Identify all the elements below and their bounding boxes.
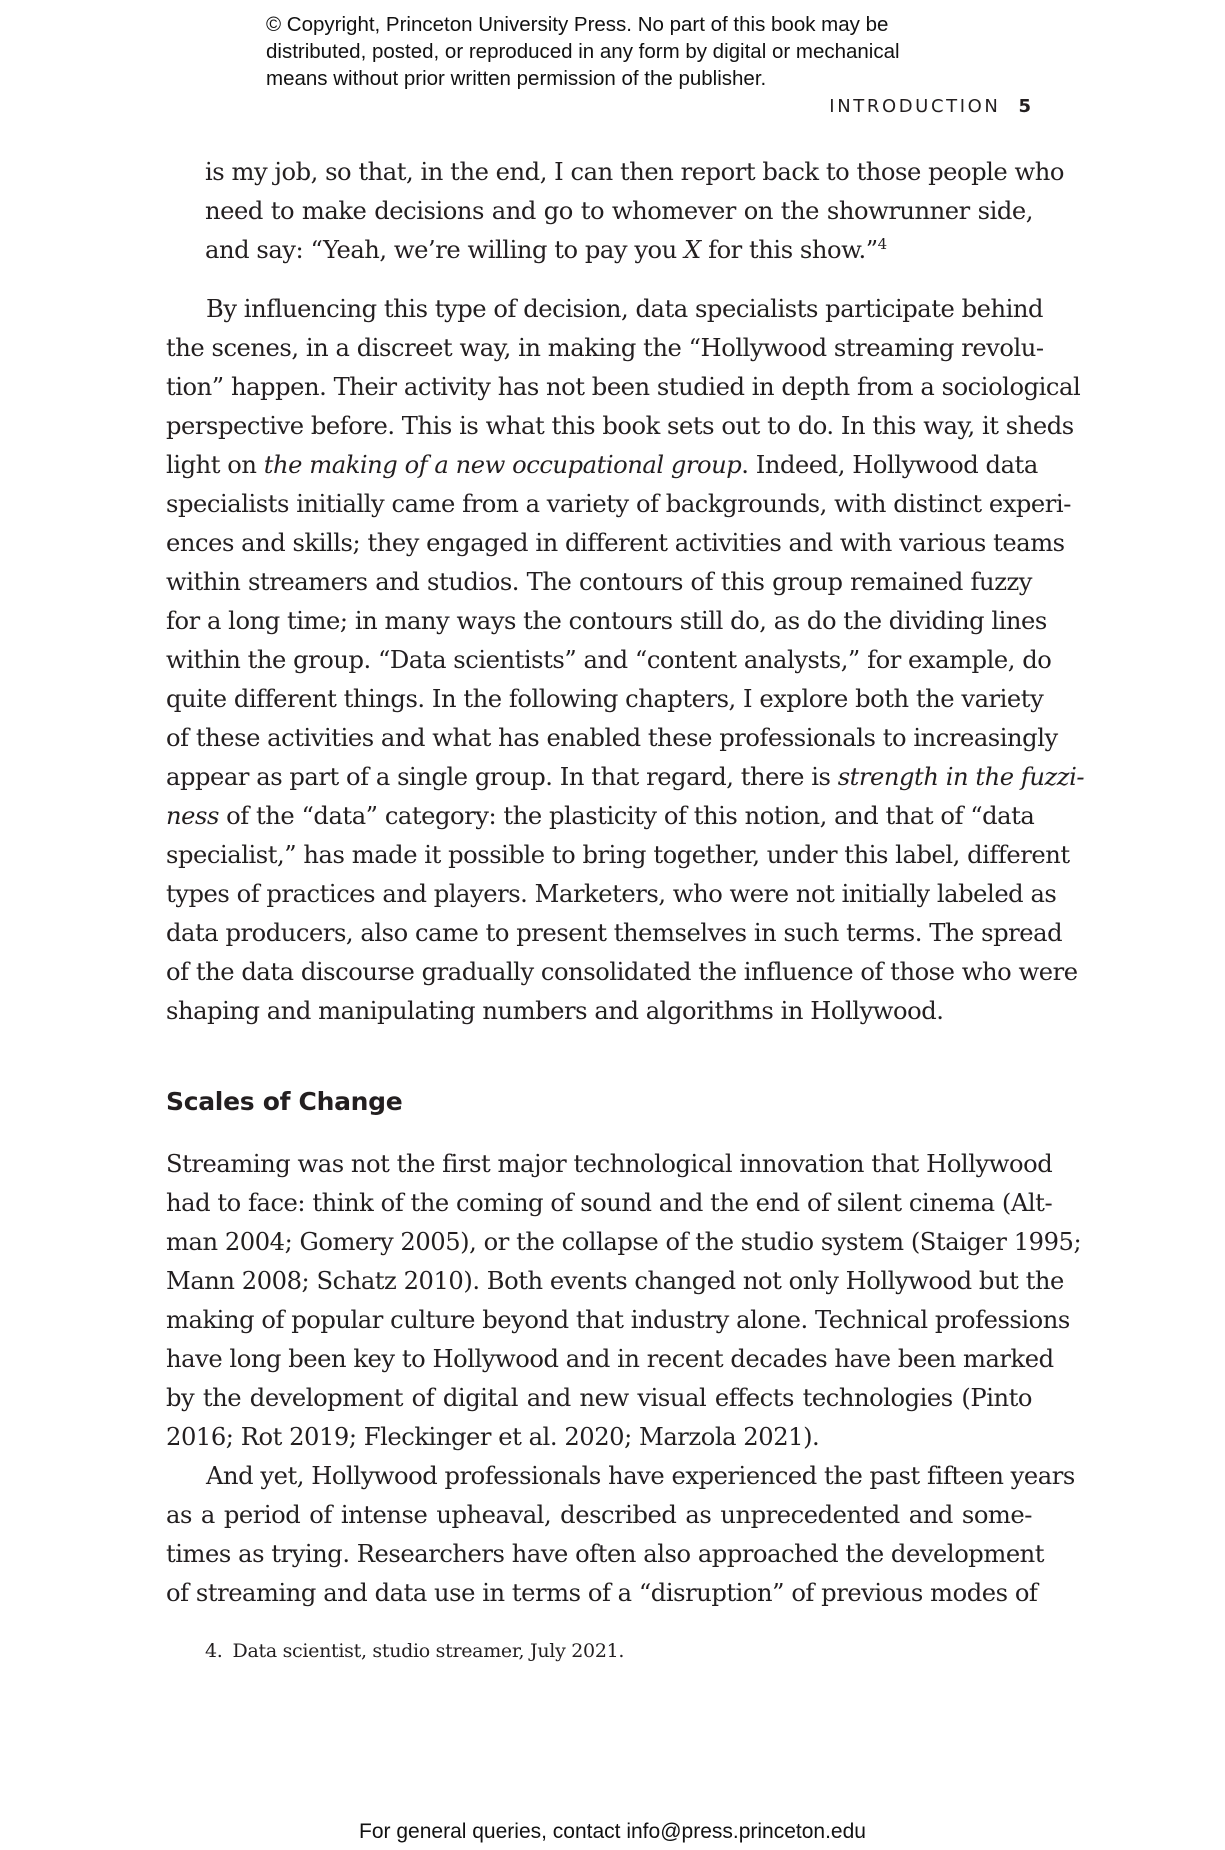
footer-contact: For general queries, contact info@press.princeton.edu — [359, 1820, 866, 1843]
running-head-section: INTRODUCTION — [829, 96, 1001, 117]
paragraph-line: shaping and manipulating numbers and algorithms in Hollywood. — [166, 997, 944, 1025]
paragraph-text: appear as part of a single group. In that regard, there is — [166, 763, 838, 791]
quote-line: is my job, so that, in the end, I can then report back to those people who — [205, 158, 1064, 186]
paragraph-scales-of-change — [166, 1145, 1082, 1613]
quote-line — [205, 231, 1033, 270]
paragraph-line: And yet, Hollywood professionals have experienced the past fifteen years — [206, 1462, 1075, 1490]
paragraph-line — [166, 758, 1085, 797]
footnote-number: 4. — [205, 1640, 223, 1662]
paragraph-text: light on — [166, 451, 264, 479]
paragraph-line: quite different things. In the following chapters, I explore both the variety — [166, 685, 1044, 713]
paragraph-line: the scenes, in a discreet way, in making the “Hollywood streaming revolu- — [166, 334, 1044, 362]
paragraph-line: for a long time; in many ways the contours still do, as do the dividing lines — [166, 607, 1047, 635]
paragraph-line: of these activities and what has enabled these professionals to increasingly — [166, 724, 1058, 752]
paragraph-line: types of practices and players. Marketers, who were not initially labeled as — [166, 880, 1057, 908]
footnote — [205, 1640, 624, 1662]
paragraph-line: man 2004; Gomery 2005), or the collapse of the studio system (Staiger 1995; — [166, 1228, 1082, 1256]
paragraph-line: have long been key to Hollywood and in recent decades have been marked — [166, 1345, 1054, 1373]
paragraph-line: had to face: think of the coming of sound and the end of silent cinema (Alt- — [166, 1189, 1053, 1217]
quote-text: and say: “Yeah, we’re willing to pay you — [205, 236, 685, 264]
paragraph-line: Streaming was not the first major technological innovation that Hollywood — [166, 1150, 1053, 1178]
paragraph-line: making of popular culture beyond that industry alone. Technical professions — [166, 1306, 1070, 1334]
paragraph-line: By influencing this type of decision, data specialists participate behind — [206, 295, 1044, 323]
paragraph-data-specialists — [166, 290, 1085, 1031]
footnote-reference: 4 — [877, 235, 887, 253]
paragraph-italic: the making of a new occupational group — [263, 451, 742, 479]
paragraph-line: perspective before. This is what this book sets out to do. In this way, it sheds — [166, 412, 1074, 440]
paragraph-line: within streamers and studios. The contours of this group remained fuzzy — [166, 568, 1032, 596]
paragraph-line: tion” happen. Their activity has not been studied in depth from a sociological — [166, 373, 1081, 401]
paragraph-text: . Indeed, Hollywood data — [741, 451, 1038, 479]
footnote-text: Data scientist, studio streamer, July 2021. — [232, 1640, 625, 1662]
running-head — [829, 96, 1031, 117]
copyright-line: distributed, posted, or reproduced in any form by digital or mechanical — [266, 40, 900, 63]
paragraph-line — [166, 446, 1038, 485]
page-number: 5 — [1018, 96, 1031, 117]
paragraph-line: 2016; Rot 2019; Fleckinger et al. 2020; Marzola 2021). — [166, 1423, 820, 1451]
paragraph-line: specialist,” has made it possible to bring together, under this label, different — [166, 841, 1070, 869]
paragraph-line: of the data discourse gradually consolidated the influence of those who were — [166, 958, 1078, 986]
copyright-line: © Copyright, Princeton University Press. No part of this book may be — [266, 13, 889, 36]
paragraph-italic: ness — [166, 802, 219, 830]
paragraph-line: by the development of digital and new visual effects technologies (Pinto — [166, 1384, 1032, 1412]
paragraph-line: times as trying. Researchers have often also approached the development — [166, 1540, 1045, 1568]
paragraph-line: specialists initially came from a variety of backgrounds, with distinct experi- — [166, 490, 1071, 518]
copyright-notice — [266, 11, 1026, 92]
paragraph-line: of streaming and data use in terms of a “disruption” of previous modes of — [166, 1579, 1038, 1607]
paragraph-text: of the “data” category: the plasticity of this notion, and that of “data — [218, 802, 1035, 830]
section-heading: Scales of Change — [166, 1087, 403, 1116]
block-quote — [205, 153, 1064, 270]
copyright-line: means without prior written permission of the publisher. — [266, 67, 767, 90]
quote-line: need to make decisions and go to whomever on the showrunner side, — [205, 197, 1033, 225]
paragraph-line — [166, 797, 1035, 836]
paragraph-line: Mann 2008; Schatz 2010). Both events changed not only Hollywood but the — [166, 1267, 1064, 1295]
paragraph-line: as a period of intense upheaval, described as unprecedented and some- — [166, 1501, 1032, 1529]
paragraph-line: ences and skills; they engaged in different activities and with various teams — [166, 529, 1065, 557]
paragraph-line: within the group. “Data scientists” and “content analysts,” for example, do — [166, 646, 1052, 674]
paragraph-line: data producers, also came to present themselves in such terms. The spread — [166, 919, 1063, 947]
quote-italic: X — [684, 236, 701, 264]
paragraph-italic: strength in the fuzzi- — [837, 763, 1085, 791]
quote-text: for this show.” — [700, 236, 878, 264]
